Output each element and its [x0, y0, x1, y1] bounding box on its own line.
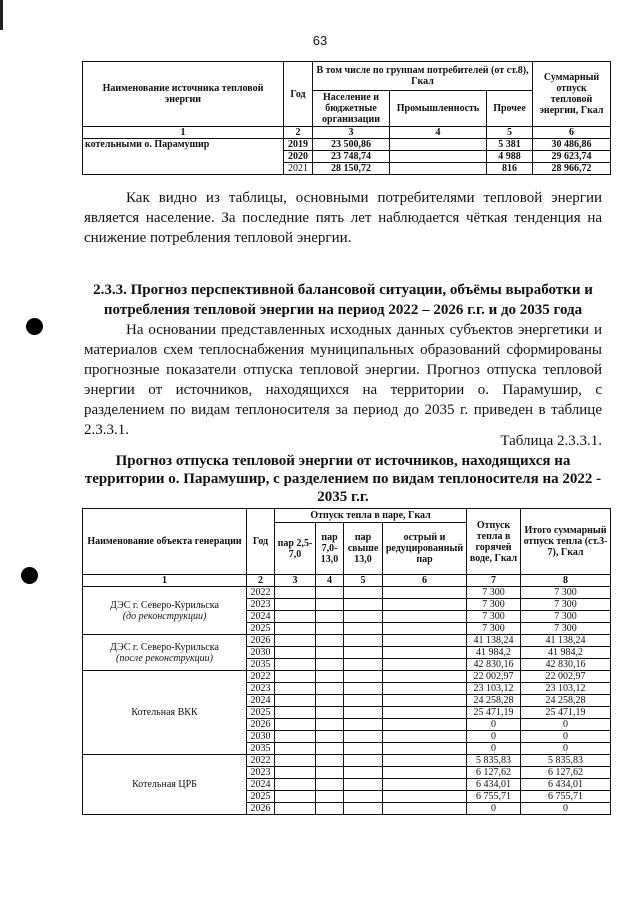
total-cell: 0	[521, 803, 611, 815]
header-steam-group: Отпуск тепла в паре, Гкал	[275, 509, 467, 523]
total-cell: 0	[521, 719, 611, 731]
paragraph-conclusion: Как видно из таблицы, основными потребителями тепловой энергии является население. За последние пять лет наблюдается чёткая тенденция на снижение потребления тепловой энергии.	[84, 190, 602, 246]
year-cell: 2024	[247, 779, 275, 791]
industry-cell	[390, 139, 487, 151]
header-steam-2-5-7: пар 2,5-7,0	[275, 523, 316, 575]
header-object-name: Наименование объекта генерации	[83, 509, 247, 575]
year-cell: 2023	[247, 767, 275, 779]
total-cell: 7 300	[521, 587, 611, 599]
hot-water-cell: 7 300	[467, 599, 521, 611]
year-cell: 2024	[247, 695, 275, 707]
year-cell: 2020	[284, 151, 313, 163]
header-steam-above-13: пар свыше 13,0	[344, 523, 383, 575]
section-heading: 2.3.3. Прогноз перспективной балансовой ситуации, объёмы выработки и потребления тепловой энергии на период 2022 – 2026 г.г. и до 2035 года	[93, 282, 593, 318]
col-num: 2	[284, 127, 313, 139]
industry-cell	[390, 151, 487, 163]
object-name: Котельная ВКК	[131, 707, 198, 718]
hot-water-cell: 7 300	[467, 611, 521, 623]
year-cell: 2022	[247, 755, 275, 767]
col-num: 3	[275, 575, 316, 587]
hot-water-cell: 22 002,97	[467, 671, 521, 683]
hot-water-cell: 0	[467, 719, 521, 731]
total-cell: 28 966,72	[533, 163, 611, 175]
total-cell: 24 258,28	[521, 695, 611, 707]
year-cell: 2035	[247, 659, 275, 671]
header-other: Прочее	[487, 91, 533, 127]
population-cell: 23 500,86	[313, 139, 390, 151]
col-num: 1	[83, 127, 284, 139]
hot-water-cell: 6 755,71	[467, 791, 521, 803]
col-num: 2	[247, 575, 275, 587]
year-cell: 2022	[247, 587, 275, 599]
generation-object	[83, 587, 247, 635]
object-name: ДЭС г. Северо-Курильска	[110, 599, 219, 611]
hot-water-cell: 6 434,01	[467, 779, 521, 791]
col-num: 6	[383, 575, 467, 587]
table-label: Таблица 2.3.3.1.	[500, 433, 602, 449]
total-cell: 42 830,16	[521, 659, 611, 671]
punch-hole	[21, 567, 38, 584]
year-cell: 2021	[284, 163, 313, 175]
col-num: 1	[83, 575, 247, 587]
col-num: 4	[390, 127, 487, 139]
population-cell: 28 150,72	[313, 163, 390, 175]
col-num: 5	[487, 127, 533, 139]
hot-water-cell: 24 258,28	[467, 695, 521, 707]
hot-water-cell: 41 984,2	[467, 647, 521, 659]
scan-edge	[0, 0, 3, 30]
punch-hole	[26, 318, 43, 335]
year-cell: 2023	[247, 683, 275, 695]
hot-water-cell: 25 471,19	[467, 707, 521, 719]
year-cell: 2019	[284, 139, 313, 151]
col-num: 3	[313, 127, 390, 139]
generation-object	[83, 635, 247, 671]
hot-water-cell: 23 103,12	[467, 683, 521, 695]
col-num: 8	[521, 575, 611, 587]
year-cell: 2035	[247, 743, 275, 755]
industry-cell	[390, 163, 487, 175]
header-steam-7-13: пар 7,0-13,0	[316, 523, 344, 575]
total-cell: 0	[521, 743, 611, 755]
hot-water-cell: 7 300	[467, 587, 521, 599]
source-name: котельными о. Парамушир	[83, 139, 284, 175]
total-cell: 6 127,62	[521, 767, 611, 779]
hot-water-cell: 7 300	[467, 623, 521, 635]
hot-water-cell: 42 830,16	[467, 659, 521, 671]
total-cell: 23 103,12	[521, 683, 611, 695]
object-name: ДЭС г. Северо-Курильска	[110, 641, 219, 653]
header-steam-reduced: острый и редуцированный пар	[383, 523, 467, 575]
population-cell: 23 748,74	[313, 151, 390, 163]
header-year: Год	[284, 62, 313, 127]
header-consumer-groups: В том числе по группам потребителей (от ст.8), Гкал	[313, 62, 533, 91]
hot-water-cell: 0	[467, 743, 521, 755]
total-cell: 7 300	[521, 623, 611, 635]
object-note: (после реконструкции)	[116, 652, 213, 664]
generation-object	[83, 755, 247, 815]
year-cell: 2024	[247, 611, 275, 623]
total-cell: 7 300	[521, 611, 611, 623]
header-year: Год	[247, 509, 275, 575]
total-cell: 22 002,97	[521, 671, 611, 683]
total-cell: 0	[521, 731, 611, 743]
year-cell: 2025	[247, 707, 275, 719]
header-population: Население и бюджетные организации	[313, 91, 390, 127]
year-cell: 2026	[247, 719, 275, 731]
year-cell: 2025	[247, 623, 275, 635]
year-cell: 2026	[247, 635, 275, 647]
total-cell: 41 138,24	[521, 635, 611, 647]
year-cell: 2030	[247, 647, 275, 659]
other-cell: 4 988	[487, 151, 533, 163]
table-row	[83, 755, 611, 767]
total-cell: 41 984,2	[521, 647, 611, 659]
col-num: 6	[533, 127, 611, 139]
other-cell: 816	[487, 163, 533, 175]
header-industry: Промышленность	[390, 91, 487, 127]
total-cell: 25 471,19	[521, 707, 611, 719]
table-row	[83, 635, 611, 647]
column-numbers-row	[83, 127, 611, 139]
generation-object	[83, 671, 247, 755]
total-cell: 6 434,01	[521, 779, 611, 791]
consumption-table	[82, 61, 611, 175]
total-cell: 6 755,71	[521, 791, 611, 803]
table-title: Прогноз отпуска тепловой энергии от источников, находящихся на территории о. Парамушир, с разделением по видам теплоносителя на 2022 - 2035 г.г.	[84, 453, 602, 505]
hot-water-cell: 0	[467, 731, 521, 743]
paragraph-intro: На основании представленных исходных данных субъектов энергетики и материалов схем теплоснабжения муниципальных образований сформированы прогнозные показатели отпуска тепловой энергии. Прогноз отпуска тепловой энергии от источников, находящихся на территории о. Парамушир, с разделением по видам теплоносителя за период до 2035 г. приведен в таблице 2.3.3.1.	[84, 322, 602, 438]
year-cell: 2022	[247, 671, 275, 683]
total-cell: 29 623,74	[533, 151, 611, 163]
hot-water-cell: 41 138,24	[467, 635, 521, 647]
total-cell: 5 835,83	[521, 755, 611, 767]
page-number: 63	[312, 33, 328, 48]
header-total: Суммарный отпуск тепловой энергии, Гкал	[533, 62, 611, 127]
year-cell: 2026	[247, 803, 275, 815]
total-cell: 30 486,86	[533, 139, 611, 151]
hot-water-cell: 0	[467, 803, 521, 815]
other-cell: 5 381	[487, 139, 533, 151]
column-numbers-row	[83, 575, 611, 587]
col-num: 4	[316, 575, 344, 587]
table-row	[83, 587, 611, 599]
table-row	[83, 139, 611, 151]
header-source-name: Наименование источника тепловой энергии	[83, 62, 284, 127]
year-cell: 2023	[247, 599, 275, 611]
table-row	[83, 671, 611, 683]
header-total: Итого суммарный отпуск тепла (ст.3-7), Гкал	[521, 509, 611, 575]
object-note: (до реконструкции)	[122, 610, 207, 622]
col-num: 5	[344, 575, 383, 587]
hot-water-cell: 5 835,83	[467, 755, 521, 767]
year-cell: 2030	[247, 731, 275, 743]
total-cell: 7 300	[521, 599, 611, 611]
header-hot-water: Отпуск тепла в горячей воде, Гкал	[467, 509, 521, 575]
col-num: 7	[467, 575, 521, 587]
year-cell: 2025	[247, 791, 275, 803]
forecast-table	[82, 508, 611, 815]
object-name: Котельная ЦРБ	[132, 779, 197, 790]
hot-water-cell: 6 127,62	[467, 767, 521, 779]
